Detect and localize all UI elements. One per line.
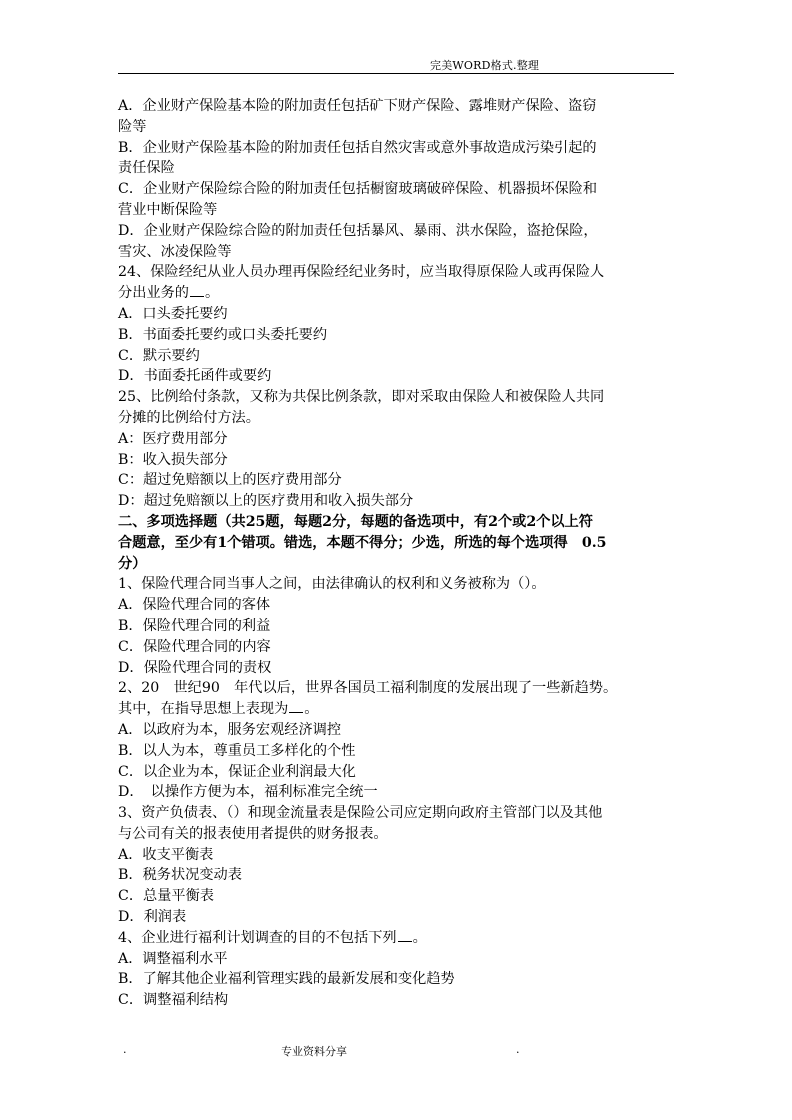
text-line: [118, 574, 676, 595]
text-line-content: C．默示要约: [118, 347, 200, 364]
text-line-content: B．了解其他企业福利管理实践的最新发展和变化趋势: [118, 971, 455, 988]
text-line-content: D． 以操作方便为本，福利标准完全统一: [118, 784, 378, 801]
text-line-content: D：超过免赔额以上的医疗费用和收入损失部分: [118, 493, 414, 510]
text-line-suffix: 。: [304, 701, 319, 718]
text-line: [118, 450, 676, 471]
text-line: [118, 366, 676, 387]
text-line-content: D．企业财产保险综合险的附加责任包括暴风、暴雨、洪水保险，盗抢保险，: [118, 222, 598, 239]
text-line: [118, 969, 676, 990]
text-line: [118, 470, 676, 491]
text-line-content: 分出业务的: [118, 285, 189, 302]
text-line-content: A：医疗费用部分: [118, 430, 228, 447]
text-line-content: 1、保险代理合同当事人之间，由法律确认的权利和义务被称为（）。: [118, 576, 546, 593]
text-line: [118, 283, 676, 304]
text-line-content: B．保险代理合同的利益: [118, 617, 271, 634]
text-line: [118, 138, 676, 159]
text-line-content: 其中，在指导思想上表现为: [118, 701, 289, 718]
text-line-content: D．利润表: [118, 909, 187, 926]
text-line: [118, 782, 676, 803]
text-line: [118, 616, 676, 637]
text-line: [118, 865, 676, 886]
text-line: [118, 117, 676, 138]
text-line-content: 2、20 世纪90 年代以后，世界各国员工福利制度的发展出现了一些新趋势。: [118, 680, 618, 697]
text-line: [118, 949, 676, 970]
text-line-suffix: 。: [204, 285, 220, 302]
text-line: [118, 512, 676, 533]
text-line-content: B．以人为本，尊重员工多样化的个性: [118, 742, 356, 759]
text-line-content: B．书面委托要约或口头委托要约: [118, 326, 328, 343]
text-line: [118, 824, 676, 845]
text-line-content: A．收支平衡表: [118, 846, 214, 863]
text-line-content: 险等: [118, 118, 147, 135]
text-line-content: A．调整福利水平: [118, 950, 228, 967]
header-divider: [118, 73, 674, 74]
text-line-content: B：收入损失部分: [118, 451, 228, 468]
text-line-content: 24、保险经纪从业人员办理再保险经纪业务时，应当取得原保险人或再保险人: [118, 264, 605, 281]
text-line-content: C．以企业为本，保证企业利润最大化: [118, 763, 356, 780]
text-line-content: D．保险代理合同的责权: [118, 659, 272, 676]
text-line-content: C．调整福利结构: [118, 992, 229, 1009]
text-line: [118, 678, 676, 699]
header-text: 完美WORD格式.整理: [430, 59, 540, 72]
text-line: [118, 429, 676, 450]
text-line-content: A．口头委托要约: [118, 305, 228, 322]
text-line-content: A．保险代理合同的客体: [118, 597, 271, 614]
text-line: [118, 221, 676, 242]
footer-center-text: 专业资料分享: [281, 1045, 347, 1058]
text-line-content: C．保险代理合同的内容: [118, 638, 271, 655]
text-line-content: C：超过免赔额以上的医疗费用部分: [118, 472, 342, 489]
text-line-content: 分摊的比例给付方法。: [118, 409, 260, 426]
answer-blank: [289, 699, 303, 713]
text-line-content: C．企业财产保险综合险的附加责任包括橱窗玻璃破碎保险、机器损坏保险和: [118, 181, 598, 198]
footer-right-mark: .: [516, 1043, 520, 1056]
text-line-content: 分）: [118, 555, 147, 572]
text-line-content: 25、比例给付条款，又称为共保比例条款，即对采取由保险人和被保险人共同: [118, 389, 605, 406]
text-line: [118, 658, 676, 679]
text-line: [118, 387, 676, 408]
text-line-content: 二、多项选择题（共25题，每题2分，每题的备选项中，有2个或2个以上符: [118, 513, 593, 530]
text-line: [118, 179, 676, 200]
text-line: [118, 533, 676, 554]
text-line: [118, 262, 676, 283]
text-line: [118, 595, 676, 616]
text-line-content: B．企业财产保险基本险的附加责任包括自然灾害或意外事故造成污染引起的: [118, 139, 597, 156]
text-line: [118, 907, 676, 928]
text-line: [118, 741, 676, 762]
answer-blank: [398, 928, 412, 942]
text-line: [118, 554, 676, 575]
text-line: [118, 699, 676, 720]
text-line: [118, 200, 676, 221]
answer-blank: [190, 283, 204, 297]
text-line-content: 责任保险: [118, 160, 175, 177]
text-line-content: A．以政府为本，服务宏观经济调控: [118, 721, 342, 738]
text-line: [118, 346, 676, 367]
text-line: [118, 928, 676, 949]
text-line: [118, 491, 676, 512]
text-line-content: B．税务状况变动表: [118, 867, 242, 884]
text-line: [118, 96, 676, 117]
text-line-content: 合题意，至少有1个错项。错选，本题不得分；少选，所选的每个选项得 0.5: [118, 534, 607, 551]
text-line-suffix: 。: [412, 929, 427, 946]
text-line: [118, 242, 676, 263]
text-line-content: 与公司有关的报表使用者提供的财务报表。: [118, 825, 388, 842]
text-line: [118, 637, 676, 658]
text-line-content: 雪灾、冰凌保险等: [118, 243, 232, 260]
text-line: [118, 720, 676, 741]
text-line: [118, 990, 676, 1011]
text-line-content: 3、资产负债表、（）和现金流量表是保险公司应定期向政府主管部门以及其他: [118, 805, 603, 822]
footer-left-mark: .: [123, 1043, 127, 1056]
text-line-content: 营业中断保险等: [118, 201, 218, 218]
text-line-content: C．总量平衡表: [118, 888, 214, 905]
text-line: [118, 158, 676, 179]
text-line: [118, 408, 676, 429]
text-line: [118, 803, 676, 824]
text-line: [118, 325, 676, 346]
text-line: [118, 762, 676, 783]
text-line-content: D．书面委托函件或要约: [118, 368, 272, 385]
text-line: [118, 304, 676, 325]
text-line-content: A．企业财产保险基本险的附加责任包括矿下财产保险、露堆财产保险、盗窃: [118, 98, 597, 114]
text-line: [118, 886, 676, 907]
document-body: [118, 96, 676, 1011]
text-line: [118, 845, 676, 866]
text-line-content: 4、企业进行福利计划调查的目的不包括下列: [118, 929, 397, 946]
